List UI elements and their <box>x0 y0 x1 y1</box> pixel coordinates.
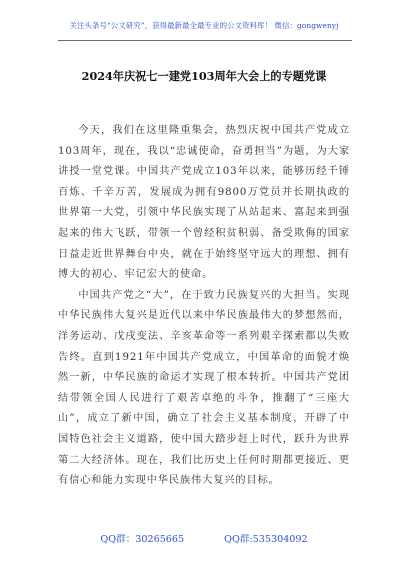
paragraph-2: 中国共产党之“大”，在于致力民族复兴的大担当。实现中华民族伟大复兴是近代以来中华民族最伟大的梦想然而，洋务运动、戊戌变法、辛亥革命等一系列艰辛探索都以失败告终。直到1921年中国共产党成立，中国革命的面貌才焕然一新，中华民族的命运才实现了根本转折。中国共产党团结带领全国人民进行了艰苦卓绝的斗争，推翻了“三座大山”，成立了新中国，确立了社会主义基本制度，开辟了中国特色社会主义道路，使中国大踏步赶上时代，跃升为世界第二大经济体。现在，我们比历史上任何时期都更接近、更有信心和能力实现中华民族伟大复兴的目标。 <box>58 289 350 487</box>
header-divider <box>58 40 352 41</box>
qq-group-2: QQ群:535304092 <box>224 534 308 545</box>
document-title: 2024年庆祝七一建党103周年大会上的专题党课 <box>81 69 327 83</box>
paragraph-1: 今天，我们在这里隆重集会，热烈庆祝中国共产党成立103周年，现在，我以“忠诚使命，奋勇担当”为题，为大家讲授一堂党课。中国共产党成立103年以来，能够历经千锤百炼、千辛万苦，发展成为拥有9800万党员并长期执政的世界第一大党，引领中华民族实现了从站起来、富起来到强起来的伟大飞跃，带领一个曾经积贫积弱、备受欺侮的国家日益走近世界舞台中央，就在于始终坚守远大的理想、拥有博大的初心、牢记宏大的使命。 <box>58 125 350 281</box>
document-body <box>58 121 350 492</box>
footer-contacts <box>0 531 408 545</box>
qq-group-1: QQ群：30265665 <box>100 534 185 545</box>
header-banner: 关注头条号“公文研究”，获得最新最全最专业的公文资料库！ 微信：gongwenyj <box>69 21 339 30</box>
